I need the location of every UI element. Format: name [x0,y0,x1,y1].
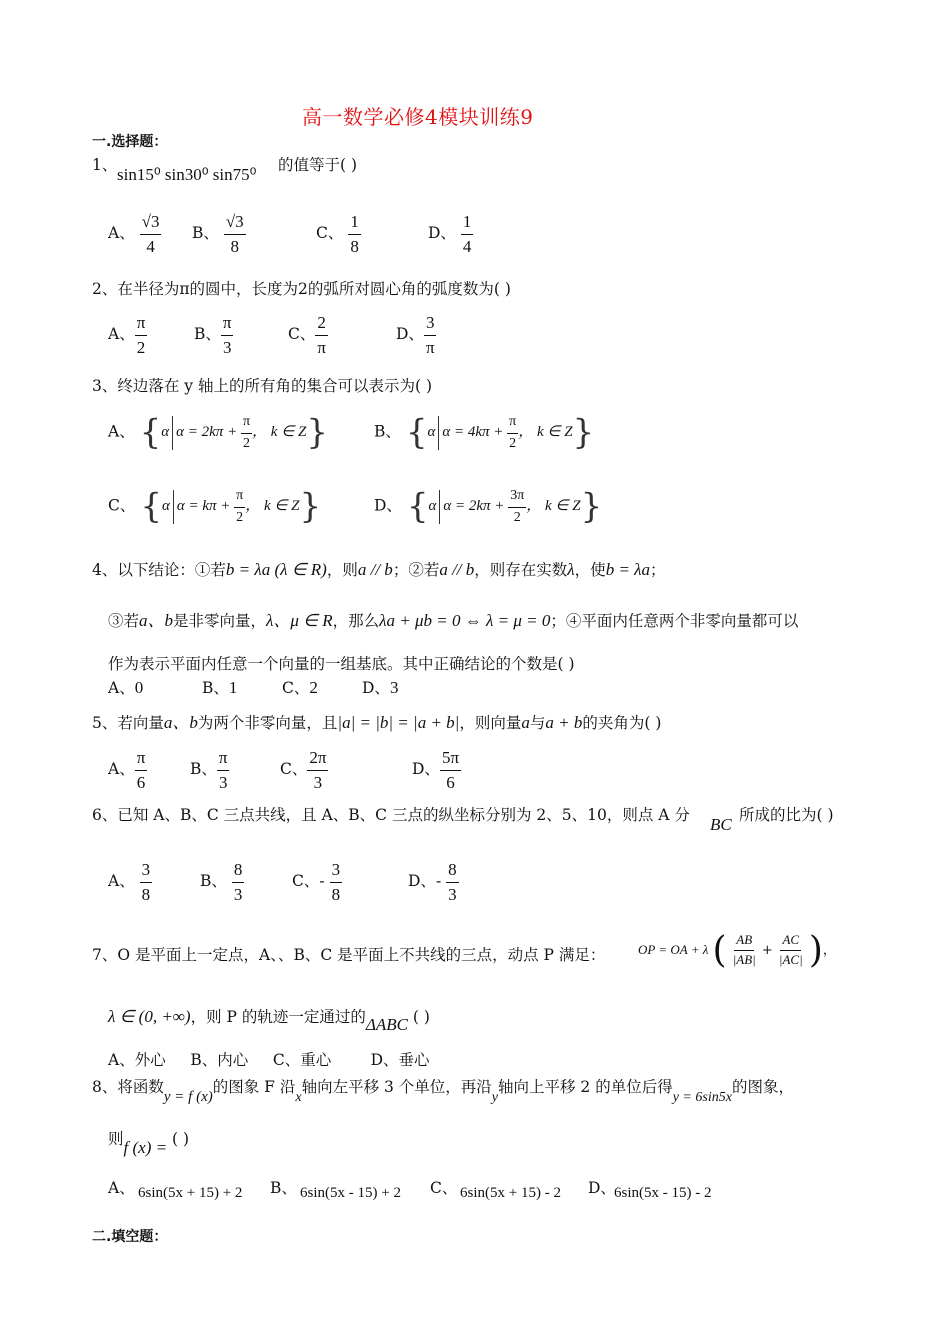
option-value: 6sin(5x + 15) + 2 [138,1185,243,1201]
question-text: 6、已知 A、B、C 三点共线，且 A、B、C 三点的纵坐标分别为 2、5、10，则点 A 分 [92,806,690,824]
option-row: C、 [430,1179,458,1197]
section-heading-fill: 二.填空题： [92,1229,168,1245]
option-row: D、 $\frac{5\pi}{6}$ [412,748,460,792]
section-heading-choice: 一.选择题： [92,134,168,150]
question-text: 2、在半径为π的圆中，长度为2的弧所对圆心角的弧度数为( ) [92,280,511,298]
option-label: D、 [374,496,402,515]
fraction: $\frac{\pi}{6}$ [136,748,146,792]
option-label: A、 [108,224,135,243]
question-text: 作为表示平面内任意一个向量的一组基底。其中正确结论的个数是( ) [108,655,575,673]
option-label: A、 [108,325,135,344]
option-row: A、 [108,1179,135,1197]
question-number: 1、 [92,156,118,174]
fraction: $\frac{\pi}{3}$ [218,748,228,792]
option-row [396,313,437,357]
fraction: $\frac{√3}{4}$ [141,212,160,256]
set-expression: {α α = 4kπ + $\frac{\pi}{2}$ ， k ∈ Z} [405,413,595,453]
fraction: $\frac{√3}{8}$ [225,212,244,256]
option-row: C、- $\frac{3}{8}$ [292,860,341,904]
option-row: A、 $\frac{\pi}{6}$ [108,748,146,792]
question-text: 8、将函数y = f (x)的图象 F 沿x轴向左平移 3 个单位，再沿y轴向上平移 2 的单位后得y = 6sin5x的图象， [92,1078,794,1105]
fraction: $\frac{3}{8}$ [331,860,341,904]
fraction: $\frac{2\pi}{3}$ [309,748,327,792]
option-row: B、 $\frac{8}{3}$ [200,860,243,904]
fraction: $\frac{3}{\pi}$ [425,313,435,357]
fraction: $\frac{8}{3}$ [448,860,457,904]
fraction: $\frac{1}{4}$ [462,212,472,256]
fraction: $\frac{\pi}{2}$ [136,313,146,357]
option-value: 6sin(5x - 15) + 2 [300,1185,401,1201]
vector-formula: OP = OA + λ ( $\frac{AB}{|AB|}$ + $\frac{AC}{|AC|}$ )， [638,930,836,971]
option-row [374,413,594,453]
option-row [316,212,361,256]
option-row [374,487,602,527]
question-text: 3、终边落在 y 轴上的所有角的集合可以表示为( ) [92,377,432,395]
question-text: ③若a、b是非零向量，λ、μ ∈ R，那么λa + μb = 0 ⇔ λ = μ = 0；④平面内任意两个非零向量都可以 [108,611,799,630]
option-row [108,313,147,357]
fraction: $\frac{5\pi}{6}$ [441,748,460,792]
option-label: B、 [192,224,219,243]
option-label: D、 [396,325,424,344]
question-text: λ ∈ (0, +∞)，则 P 的轨迹一定通过的ΔABC ( ) [108,1007,430,1034]
fraction: $\frac{\pi}{3}$ [222,313,232,357]
option-row: B、 $\frac{\pi}{3}$ [190,748,228,792]
option-row: C、 $\frac{2\pi}{3}$ [280,748,327,792]
set-expression: {α α = 2kπ + $\frac{3\pi}{2}$ ， k ∈ Z} [406,487,603,527]
option-label: D、 [428,224,456,243]
option-label: B、 [194,325,221,344]
option-row: D、 [588,1179,616,1197]
option-row: B、 [270,1179,297,1197]
option-value: 6sin(5x + 15) - 2 [460,1185,561,1201]
option-row [108,212,161,256]
option-row: A、0 [108,678,144,697]
option-row [428,212,473,256]
option-row [108,413,328,453]
option-row [192,212,246,256]
option-row [108,487,321,527]
question-text: 5、若向量a、b为两个非零向量，且|a| = |b| = |a + b|，则向量a与a + b的夹角为( ) [92,713,662,732]
option-label: C、 [108,496,136,515]
option-row: A、 $\frac{3}{8}$ [108,860,151,904]
option-label: B、 [374,422,401,441]
question-text: 4、以下结论：①若b = λa (λ ∈ R)，则a // b；②若a // b，则存在实数λ，使b = λa； [92,560,666,579]
fraction: $\frac{1}{8}$ [350,212,359,256]
option-label: C、 [316,224,344,243]
option-label: C、 [288,325,316,344]
fraction: $\frac{2}{\pi}$ [317,313,326,357]
fraction: $\frac{3}{8}$ [141,860,151,904]
question-text: 7、O 是平面上一定点，A、、B、C 是平面上不共线的三点，动点 P 满足： [92,946,606,964]
question-text: 所成的比为( ) [739,806,834,824]
option-label: A、 [108,422,135,441]
option-row: A、外心 B、内心 C、重心 D、垂心 [108,1051,430,1069]
set-expression: {α α = kπ + $\frac{\pi}{2}$ ， k ∈ Z} [140,487,322,527]
option-row: B、1 [202,678,238,697]
option-value: 6sin(5x - 15) - 2 [614,1185,712,1201]
option-row: D、- $\frac{8}{3}$ [408,860,457,904]
option-row [288,313,328,357]
option-row [194,313,233,357]
math-expression: BC [710,815,732,834]
set-expression: {α α = 2kπ + $\frac{\pi}{2}$ ， k ∈ Z} [139,413,328,453]
fraction: $\frac{8}{3}$ [233,860,243,904]
page-title: 高一数学必修4模块训练9 [302,105,534,129]
question-text: 的值等于( ) [278,156,358,174]
question-text: 则f (x) = ( ) [108,1130,190,1157]
option-row: D、3 [362,678,399,697]
math-expression: sin15⁰ sin30⁰ sin75⁰ [117,165,257,184]
option-row: C、2 [282,678,318,697]
